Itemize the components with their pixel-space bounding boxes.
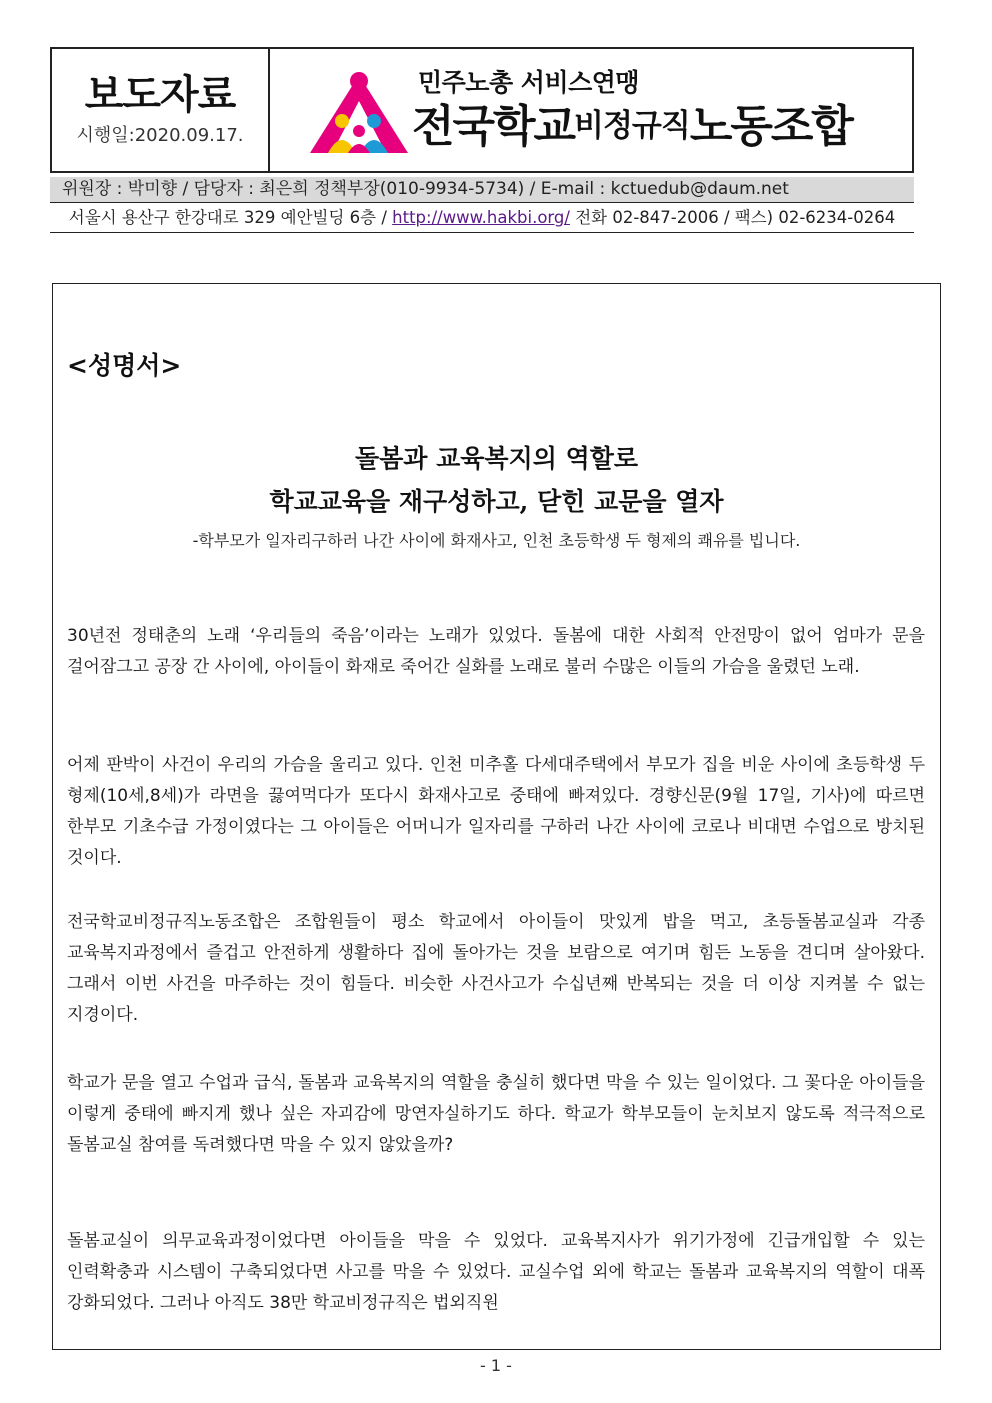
- subheadline: -학부모가 일자리구하러 나간 사이에 화재사고, 인천 초등학생 두 형제의 쾌유를 빕니다.: [192, 531, 801, 550]
- page-number: - 1 -: [480, 1356, 512, 1375]
- website-link[interactable]: http://www.hakbi.org/: [392, 208, 570, 227]
- paragraph: 어제 판박이 사건이 우리의 가슴을 울리고 있다. 인천 미추홀 다세대주택에서 부모가 집을 비운 사이에 초등학생 두 형제(10세,8세)가 라면을 끓여먹다가 또다시 화재사고로 중태에 빠져있다. 경향신문(9월 17일, 기사)에 따르면 한부모 기초수급 가정이였다는 그 아이들은 어머니가 일자리를 구하러 나간 사이에 코로나 비대면 수업으로 방치된 것이다.: [67, 755, 925, 868]
- press-release-header: [50, 47, 914, 173]
- contact-info: 위원장 : 박미향 / 담당자 : 최은희 정책부장(010-9934-5734) / E-mail : kctuedub@daum.net: [62, 179, 789, 199]
- press-release-date: 시행일:2020.09.17.: [76, 125, 244, 146]
- phone-fax-text: 전화 02-847-2006 / 팩스) 02-6234-0264: [569, 208, 896, 227]
- union-name-part-1: 전국학교: [412, 101, 575, 152]
- statement-label: <성명서>: [67, 351, 182, 380]
- address-bar: [50, 203, 914, 233]
- contact-bar: [50, 177, 914, 203]
- press-release-cell: [52, 49, 270, 171]
- press-release-title: 보도자료: [84, 72, 236, 118]
- paragraph: 30년전 정태춘의 노래 ‘우리들의 죽음’이라는 노래가 있었다. 돌봄에 대한 사회적 안전망이 없어 엄마가 문을 걸어잠그고 공장 간 사이에, 아이들이 화재로 죽어간 실화를 노래로 불러 수많은 이들의 가슴을 울렸던 노래.: [67, 626, 925, 677]
- address-text: 서울시 용산구 한강대로 329 예안빌딩 6층 /: [68, 208, 393, 227]
- headline-line-1: 돌봄과 교육복지의 역할로: [354, 444, 639, 473]
- union-logo-icon: [306, 71, 412, 157]
- union-name: [412, 99, 852, 154]
- statement-body: [52, 283, 941, 1350]
- paragraph: 돌봄교실이 의무교육과정이었다면 아이들을 막을 수 있었다. 교육복지사가 위기가정에 긴급개입할 수 있는 인력확충과 시스템이 구축되었다면 사고를 막을 수 있었다. 교실수업 외에 학교는 돌봄과 교육복지의 역할이 대폭 강화되었다. 그러나 아직도 38만 학교비정규직은 법외직원: [67, 1231, 925, 1313]
- union-name-part-2: 비정규직: [574, 108, 690, 144]
- paragraph: 전국학교비정규직노동조합은 조합원들이 평소 학교에서 아이들이 맛있게 밥을 먹고, 초등돌봄교실과 각종 교육복지과정에서 즐겁고 안전하게 생활하다 집에 돌아가는 것을 보람으로 여기며 힘든 노동을 견디며 살아왔다. 그래서 이번 사건을 마주하는 것이 힘들다. 비슷한 사건사고가 수십년째 반복되는 것을 더 이상 지켜볼 수 없는 지경이다.: [67, 912, 925, 1025]
- paragraph: 학교가 문을 열고 수업과 급식, 돌봄과 교육복지의 역할을 충실히 했다면 막을 수 있는 일이었다. 그 꽃다운 아이들을 이렇게 중태에 빠지게 했나 싶은 자괴감에 망연자실하기도 하다. 학교가 학부모들이 눈치보지 않도록 적극적으로 돌봄교실 참여를 독려했다면 막을 수 있지 않았을까?: [67, 1073, 925, 1155]
- union-name-part-3: 노동조합: [689, 101, 852, 152]
- union-federation-name: 민주노총 서비스연맹: [418, 68, 640, 97]
- union-banner: [270, 49, 912, 171]
- headline-line-2: 학교교육을 재구성하고, 닫힌 교문을 열자: [269, 487, 724, 516]
